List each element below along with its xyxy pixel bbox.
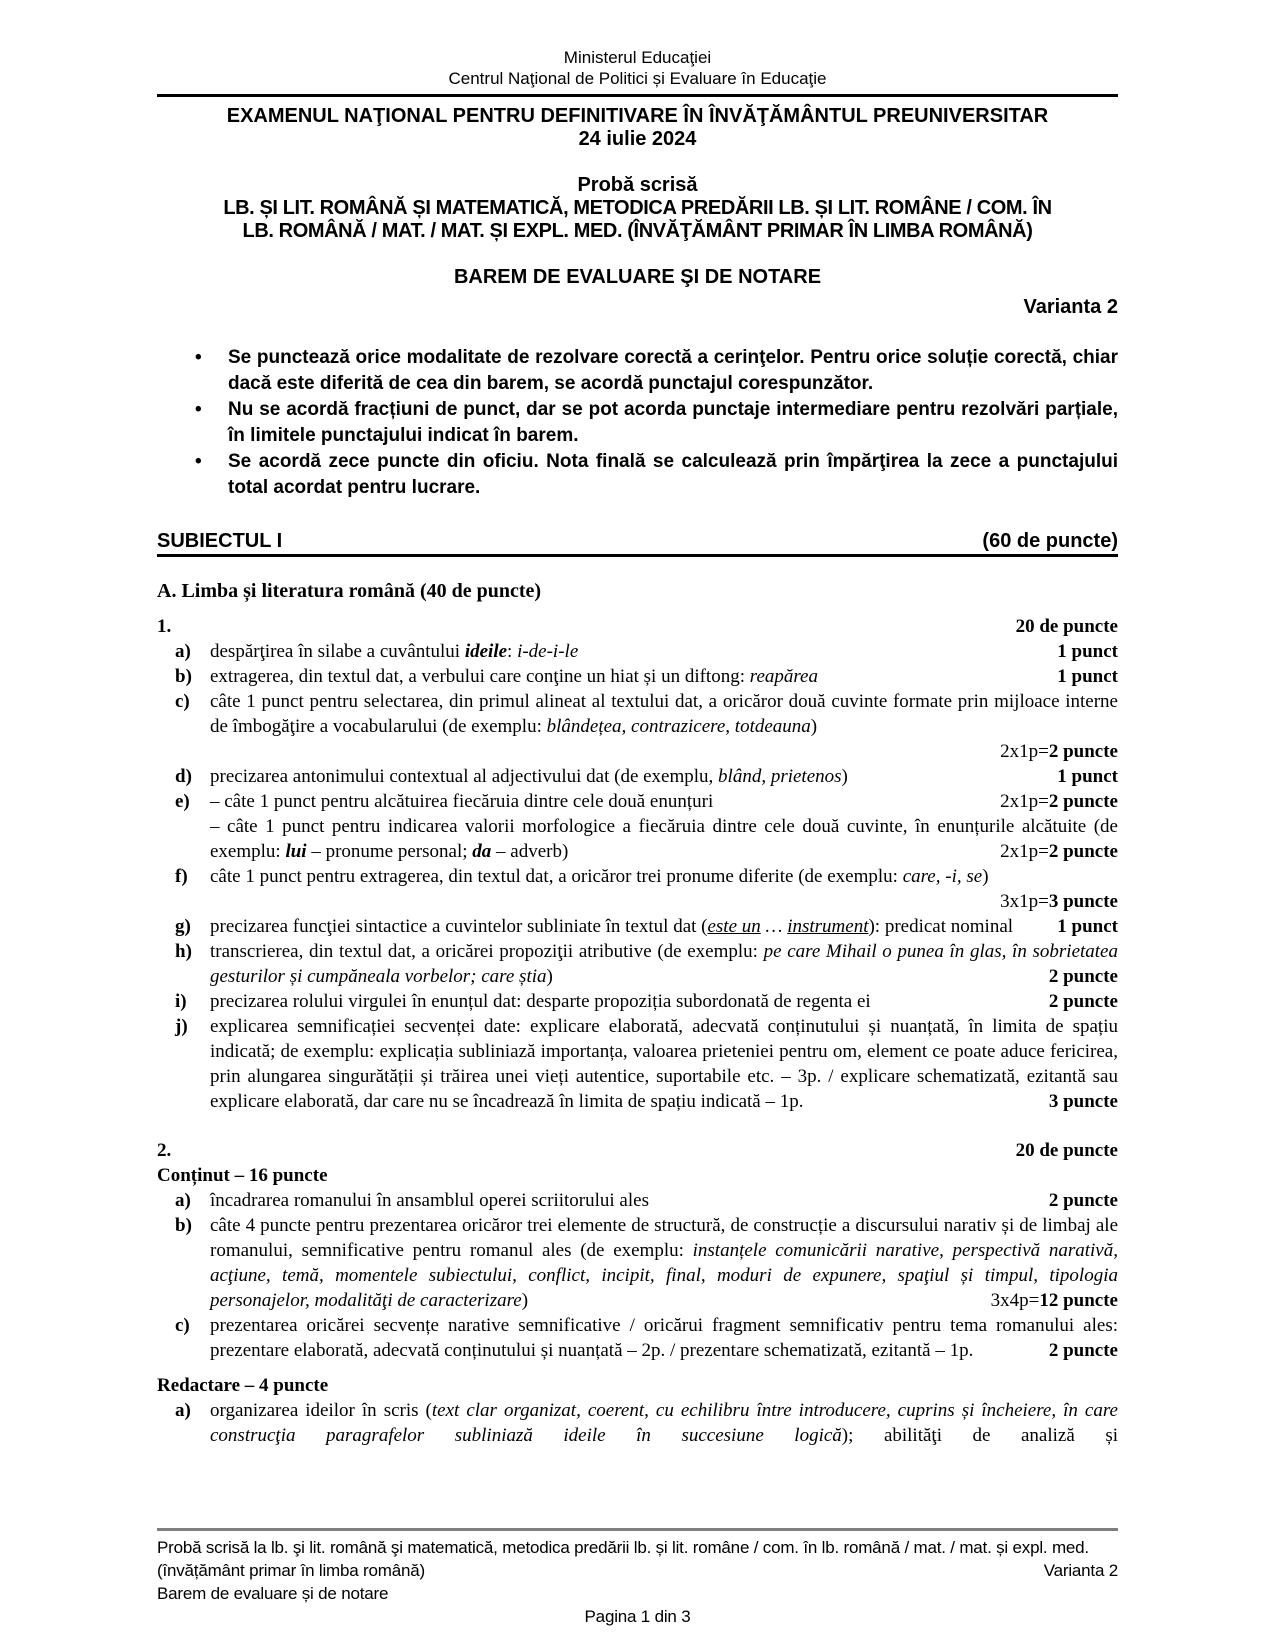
item-text	[210, 1313, 1118, 1363]
points-value	[1049, 1188, 1118, 1213]
text-segment: )	[982, 866, 989, 887]
item-text	[210, 689, 1118, 764]
rubric-item-b	[157, 1213, 1118, 1313]
question-1-number: 1.	[157, 616, 172, 637]
item-body	[210, 1188, 1118, 1213]
title-block	[157, 105, 1118, 319]
points-value	[1057, 764, 1118, 789]
text-segment: 2 puncte	[1048, 966, 1118, 987]
footer-text-wrap	[157, 1536, 1118, 1582]
item-body	[210, 1398, 1118, 1448]
text-segment: 1 punct	[1057, 641, 1118, 662]
text-segment: – câte 1 punct pentru indicarea valorii morfologice a fiecăruia dintre cele două cuvinte, în enunțurile alcătuite (de exemplu:	[210, 816, 1118, 862]
continut-header: Conținut – 16 puncte	[157, 1165, 328, 1186]
item-label: d)	[175, 766, 192, 787]
rubric-item-a	[157, 639, 1118, 664]
points-value	[210, 889, 1118, 914]
footer-barem-label: Barem de evaluare și de notare	[157, 1584, 389, 1603]
exam-date: 24 iulie 2024	[578, 128, 697, 150]
item-text	[210, 664, 1118, 689]
subject-line-2: LB. ROMÂNĂ / MAT. / MAT. ȘI EXPL. MED. (ÎNVĂŢĂMÂNT PRIMAR ÎN LIMBA ROMÂNĂ)	[242, 220, 1033, 242]
text-segment: reapărea	[749, 666, 818, 687]
item-text	[210, 989, 1118, 1014]
points-value	[1000, 839, 1118, 864]
rubric-item-c	[157, 689, 1118, 764]
item-text	[210, 1188, 1118, 1213]
item-label: b)	[175, 1215, 192, 1236]
points-value	[210, 739, 1118, 764]
text-segment: 2 puncte	[1048, 791, 1118, 812]
points-value	[1057, 639, 1118, 664]
note-item: • Nu se acordă fracțiuni de punct, dar se pot acorda punctaje intermediare pentru rezolvări parțiale, în limitele punctajului indicat în barem.	[157, 397, 1118, 449]
item-text	[210, 814, 1118, 864]
rubric-item-i	[157, 989, 1118, 1014]
text-segment: 3 puncte	[1048, 1091, 1118, 1112]
rubric-item-b	[157, 664, 1118, 689]
text-segment: blând, prietenos	[718, 766, 842, 787]
redactare-items	[157, 1398, 1118, 1448]
text-segment: 2 puncte	[1048, 991, 1118, 1012]
text-segment: câte 4 puncte pentru prezentarea oricăror trei elemente de structură, de construcție a discursului narativ și de limbaj ale romanului, semnificative pentru romanul ales (de exemplu:	[210, 1215, 1118, 1261]
text-segment: ); abilităţi de analiză și	[841, 1425, 1118, 1446]
item-text	[210, 1398, 1118, 1448]
section-a-title: A. Limba și literatura română (40 de puncte)	[157, 580, 542, 602]
text-segment: care, -i, se	[902, 866, 983, 887]
text-segment: )	[521, 1290, 529, 1311]
item-label: g)	[175, 916, 191, 937]
rubric-item-h	[157, 939, 1118, 989]
points-value	[1000, 789, 1118, 814]
item-body	[210, 1313, 1118, 1363]
item-text	[210, 764, 1118, 789]
rubric-item-g	[157, 914, 1118, 939]
text-segment: …	[760, 916, 788, 937]
points-value	[1057, 664, 1118, 689]
note-item: • Se punctează orice modalitate de rezolvare corectă a cerinţelor. Pentru orice soluție corectă, chiar dacă este diferită de cea din barem, se acordă punctajul corespunzător.	[157, 345, 1118, 397]
item-body	[210, 639, 1118, 664]
text-segment: – pronume personal;	[306, 841, 473, 862]
text-segment: pe care Mihail o punea în glas, în sobrietatea gesturilor și cumpăneala vorbelor; care știa	[210, 941, 1118, 987]
text-segment: i-de-i-le	[517, 641, 579, 662]
points-value	[1057, 914, 1118, 939]
text-segment: lui	[285, 841, 307, 862]
text-segment: 2x1p=	[1000, 791, 1049, 812]
points-value	[1049, 989, 1118, 1014]
item-text	[210, 789, 1118, 814]
text-segment: este un	[707, 916, 761, 937]
rubric-item-a	[157, 1398, 1118, 1448]
redactare-header: Redactare – 4 puncte	[157, 1375, 329, 1396]
item-body	[210, 1014, 1118, 1114]
text-segment: precizarea funcţiei sintactice a cuvintelor subliniate în textul dat (	[210, 916, 708, 937]
text-segment: ): predicat nominal	[868, 916, 1014, 937]
text-segment: da	[472, 841, 492, 862]
text-segment: prezentarea oricărei secvențe narative semnificative / oricărui fragment semnificativ pentru tema romanului ales: prezentare elaborată, adecvată conținutului și nuanțată – 2p. / prezentare schematizată, ezitantă – 1p.	[210, 1315, 1118, 1361]
item-label: a)	[175, 1190, 191, 1211]
question-1-items	[157, 639, 1118, 1114]
text-segment: despărţirea în silabe a cuvântului	[210, 641, 465, 662]
ministry-name: Ministerul Educaţiei	[563, 48, 712, 67]
text-segment: câte 1 punct pentru selectarea, din primul alineat al textului dat, a oricăror două cuvinte formate prin mijloace interne de îmbogăţire a vocabularului (de exemplu:	[210, 691, 1118, 737]
page-footer	[157, 1528, 1118, 1628]
text-segment: 2 puncte	[1048, 1340, 1118, 1361]
rubric-item-c	[157, 1313, 1118, 1363]
item-body	[210, 989, 1118, 1014]
text-segment: 2 puncte	[1048, 1190, 1118, 1211]
item-body	[210, 864, 1118, 914]
points-value	[1049, 1338, 1118, 1363]
text-segment: 2x1p=	[1000, 741, 1049, 762]
item-label: e)	[175, 791, 190, 812]
center-name: Centrul Naţional de Politici și Evaluare în Educaţie	[448, 69, 827, 88]
text-segment: :	[507, 641, 518, 662]
text-segment: )	[546, 966, 553, 987]
text-segment: 1 punct	[1057, 666, 1118, 687]
text-segment: ideile	[464, 641, 508, 662]
item-body	[210, 764, 1118, 789]
text-segment: )	[810, 716, 818, 737]
text-segment: 3x4p=	[990, 1290, 1040, 1311]
text-segment: 2 puncte	[1048, 841, 1118, 862]
rubric-item-f	[157, 864, 1118, 914]
proba-label: Probă scrisă	[577, 174, 698, 196]
text-segment: 2x1p=	[1000, 841, 1049, 862]
item-label: i)	[175, 991, 187, 1012]
text-segment: încadrarea romanului în ansamblul operei scriitorului ales	[210, 1190, 649, 1211]
question-2-header	[157, 1138, 1118, 1163]
subiectul-1-header	[157, 529, 1118, 557]
text-segment: – adverb)	[491, 841, 569, 862]
subject-line-1: LB. ȘI LIT. ROMÂNĂ ȘI MATEMATICĂ, METODICA PREDĂRII LB. ȘI LIT. ROMÂNE / COM. ÎN	[223, 197, 1052, 219]
item-text	[210, 639, 1118, 664]
question-2-number: 2.	[157, 1140, 172, 1161]
item-body	[210, 664, 1118, 689]
item-text	[210, 939, 1118, 989]
text-segment: )	[841, 766, 848, 787]
item-label: f)	[175, 866, 188, 887]
text-segment: – câte 1 punct pentru alcătuirea fiecăruia dintre cele două enunțuri	[210, 791, 714, 812]
text-segment: 2 puncte	[1048, 741, 1118, 762]
item-body	[210, 939, 1118, 989]
item-body	[210, 789, 1118, 864]
item-label: a)	[175, 1400, 191, 1421]
question-1-header	[157, 614, 1118, 639]
points-value	[1049, 964, 1118, 989]
footer-rule	[157, 1528, 1118, 1531]
text-segment: 3 puncte	[1048, 891, 1118, 912]
footer-description: Probă scrisă la lb. şi lit. română şi matematică, metodica predării lb. și lit. române / com. în lb. română / mat. / mat. și expl. med. (învățământ primar în limba română)	[157, 1538, 1089, 1580]
rubric-item-e	[157, 789, 1118, 864]
text-segment: 3x1p=	[1000, 891, 1049, 912]
text-segment: transcrierea, din textul dat, a oricărei propoziţii atributive (de exemplu:	[210, 941, 764, 962]
text-segment: organizarea ideilor în scris (	[210, 1400, 432, 1421]
item-body	[210, 689, 1118, 764]
text-segment: precizarea antonimului contextual al adjectivului dat (de exemplu,	[210, 766, 719, 787]
text-segment: text clar organizat, coerent, cu echilibru între introducere, cuprins și încheiere, în care construcţia paragrafelor subliniază ideile în succesiune logică	[210, 1400, 1118, 1446]
text-segment: extragerea, din textul dat, a verbului care conţine un hiat și un diftong:	[210, 666, 750, 687]
item-text	[210, 1014, 1118, 1114]
text-segment: blândețea, contrazicere, totdeauna	[546, 716, 811, 737]
rubric-item-j	[157, 1014, 1118, 1114]
note-item: • Se acordă zece puncte din oficiu. Nota finală se calculează prin împărţirea la zece a punctajului total acordat pentru lucrare.	[157, 449, 1118, 501]
text-segment: explicarea semnificației secvenței date: explicare elaborată, adecvată conținutului și nuanțată, în limita de spațiu indicată; de exemplu: explicația subliniază importanța, valoarea prieteniei pentru om, element ce poate aduce fericirea, prin alungarea singurătății și trăirea unei vieți autentice, suportabile etc. – 3p. / explicare schematizată, ezitantă sau explicare elaborată, dar care nu se încadrează în limita de spațiu indicată – 1p.	[210, 1016, 1118, 1112]
subiectul-1-points: (60 de puncte)	[982, 530, 1118, 552]
question-1-points: 20 de puncte	[1015, 616, 1118, 637]
text-segment: instanțele comunicării narative, perspectivă narativă, acţiune, temă, momentele subiectului, conflict, incipit, final, moduri de expunere, spaţiul și timpul, tipologia personajelor, modalităţi de caracterizare	[210, 1240, 1118, 1311]
rubric-item-a	[157, 1188, 1118, 1213]
item-label: j)	[175, 1016, 188, 1037]
text-segment: câte 1 punct pentru extragerea, din textul dat, a oricăror trei pronume diferite (de exemplu:	[210, 866, 903, 887]
notes-list	[157, 345, 1118, 501]
variant-label: Varianta 2	[1023, 296, 1118, 318]
footer-page-number: Pagina 1 din 3	[584, 1607, 691, 1626]
item-label: c)	[175, 691, 190, 712]
item-label: a)	[175, 641, 191, 662]
exam-title: EXAMENUL NAŢIONAL PENTRU DEFINITIVARE ÎN ÎNVĂŢĂMÂNTUL PREUNIVERSITAR	[226, 105, 1049, 127]
item-body	[210, 1213, 1118, 1313]
footer-variant: Varianta 2	[1043, 1561, 1118, 1580]
barem-title: BAREM DE EVALUARE ŞI DE NOTARE	[453, 266, 822, 288]
question-2-items	[157, 1188, 1118, 1363]
text-segment: 1 punct	[1057, 916, 1118, 937]
points-value	[1049, 1089, 1118, 1114]
item-text	[210, 864, 1118, 914]
points-value	[991, 1288, 1118, 1313]
text-segment: precizarea rolului virgulei în enunțul dat: desparte propoziția subordonată de regenta ei	[210, 991, 871, 1012]
item-label: b)	[175, 666, 192, 687]
item-label: h)	[175, 941, 192, 962]
rubric-item-d	[157, 764, 1118, 789]
document-header	[157, 0, 1118, 89]
header-rule	[157, 94, 1118, 97]
item-text	[210, 1213, 1118, 1313]
text-segment: 12 puncte	[1039, 1290, 1118, 1311]
text-segment: instrument	[787, 916, 869, 937]
item-label: c)	[175, 1315, 190, 1336]
text-segment: 1 punct	[1057, 766, 1118, 787]
subiectul-1-label: SUBIECTUL I	[157, 530, 283, 552]
item-body	[210, 914, 1118, 939]
page-content	[157, 0, 1118, 1524]
question-2-points: 20 de puncte	[1015, 1140, 1118, 1161]
item-text	[210, 914, 1118, 939]
